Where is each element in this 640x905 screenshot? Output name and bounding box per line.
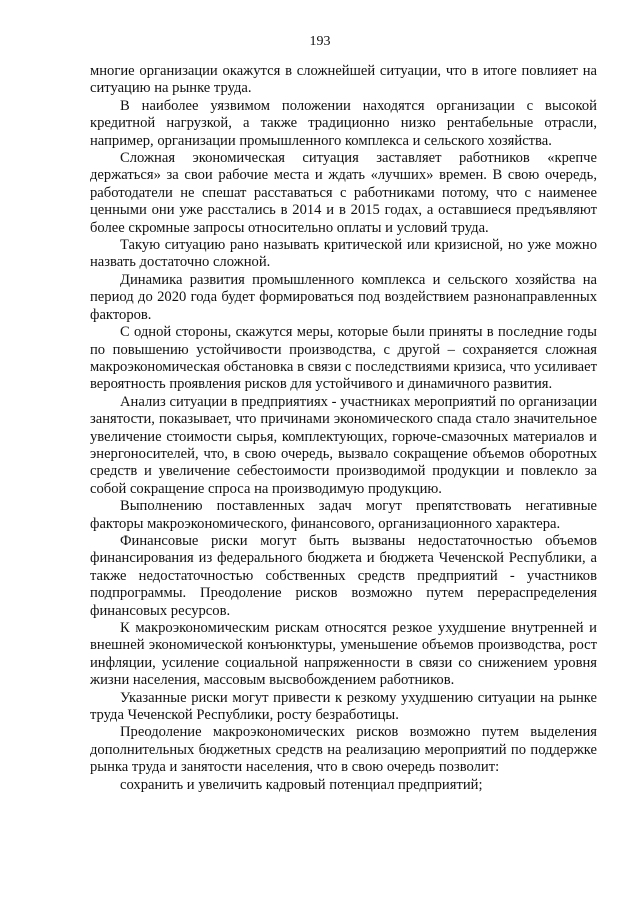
paragraph: многие организации окажутся в сложнейшей ситуации, что в итоге повлияет на ситуацию на рынке труда. <box>90 63 597 97</box>
paragraph: Выполнению поставленных задач могут препятствовать негативные факторы макроэкономического, финансового, организационного характера. <box>90 498 597 532</box>
paragraph: В наиболее уязвимом положении находятся организации с высокой кредитной нагрузкой, а также традиционно низко рентабельные отрасли, например, организации промышленного комплекса и сельского хозяйства. <box>90 97 597 149</box>
paragraph: К макроэкономическим рискам относятся резкое ухудшение внутренней и внешней экономической конъюнктуры, уменьшение объемов производства, рост инфляции, усиление социальной напряженности в связи со снижением уровня жизни населения, массовым высвобождением работников. <box>90 620 597 689</box>
paragraph: Динамика развития промышленного комплекса и сельского хозяйства на период до 2020 года будет формироваться под воздействием разнонаправленных факторов. <box>90 271 597 323</box>
paragraph: Указанные риски могут привести к резкому ухудшению ситуации на рынке труда Чеченской Республики, росту безработицы. <box>90 689 597 724</box>
paragraph: Финансовые риски могут быть вызваны недостаточностью объемов финансирования из федерального бюджета и бюджета Чеченской Республики, а также недостаточностью собственных средств предприятий - участников подпрограммы. Преодоление рисков возможно путем перераспределения финансовых ресурсов. <box>90 532 597 619</box>
paragraph: Преодоление макроэкономических рисков возможно путем выделения дополнительных бюджетных средств на реализацию мероприятий по поддержке рынка труда и занятости населения, что в свою очередь позволит: <box>90 724 597 776</box>
paragraph: Анализ ситуации в предприятиях - участниках мероприятий по организации занятости, показывает, что причинами экономического спада стало значительное увеличение стоимости сырья, комплектующих, горюче-смазочных материалов и энергоносителей, что, в свою очередь, вызвало сокращение объемов оборотных средств и увеличение себестоимости производимой продукции и повлекло за собой сокращение спроса на производимую продукцию. <box>90 393 597 497</box>
paragraph: Такую ситуацию рано называть критической или кризисной, но уже можно назвать достаточно сложной. <box>90 237 597 271</box>
paragraph: С одной стороны, скажутся меры, которые были приняты в последние годы по повышению устойчивости производства, с другой – сохраняется сложная макроэкономическая обстановка в связи с последствиями кризиса, что усиливает вероятность проявления рисков для устойчивого и динамичного развития. <box>90 324 597 393</box>
paragraph: сохранить и увеличить кадровый потенциал предприятий; <box>120 776 483 793</box>
document-body <box>90 63 597 794</box>
paragraph: Сложная экономическая ситуация заставляет работников «крепче держаться» за свои рабочие места и ждать «лучших» времен. В свою очередь, работодатели не спешат расставаться с работниками потому, что с наименее ценными они уже расстались в 2014 и в 2015 годах, а оставшиеся предъявляют более скромные запросы относительно оплаты и условий труда. <box>90 150 597 236</box>
page-number: 193 <box>309 34 331 49</box>
